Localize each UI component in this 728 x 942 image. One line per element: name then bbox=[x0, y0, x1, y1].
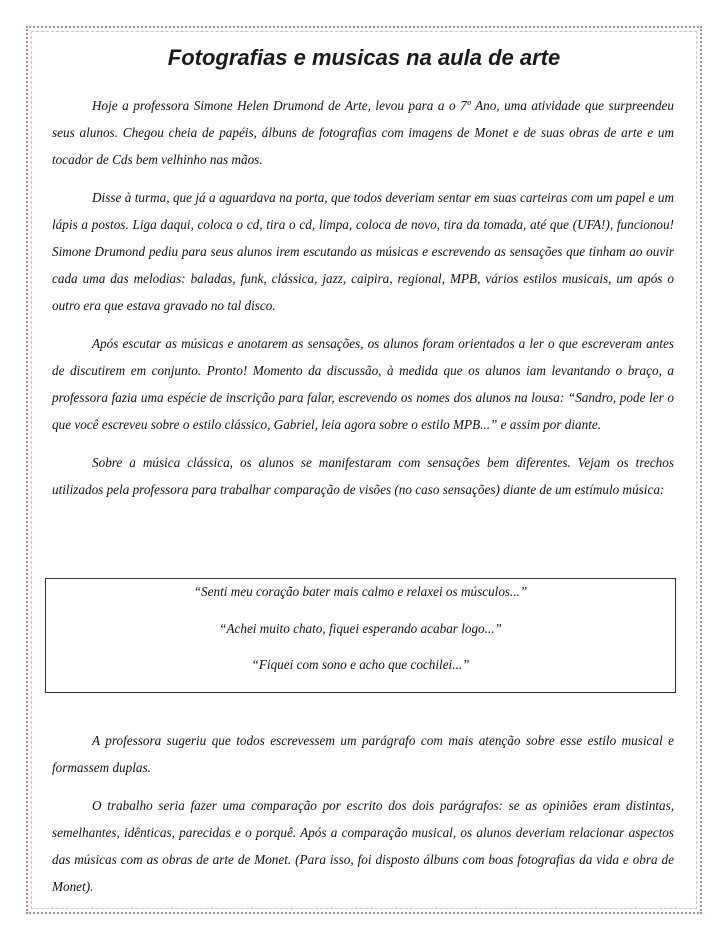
quote: “Achei muito chato, fiquei esperando acabar logo...” bbox=[219, 621, 502, 636]
article-body bbox=[52, 92, 674, 514]
article-body-continued bbox=[52, 727, 674, 911]
paragraph: Após escutar as músicas e anotarem as sensações, os alunos foram orientados a ler o que escreveram antes de discutirem em conjunto. Pronto! Momento da discussão, à medida que os alunos iam levantando o braço, a professora fazia uma espécie de inscrição para falar, escrevendo os nomes dos alunos na lousa: “Sandro, pode ler o que você escreveu sobre o estilo clássico, Gabriel, leia agora sobre o estilo MPB...” e assim por diante. bbox=[52, 336, 674, 432]
quote: “Fiquei com sono e acho que cochilei...” bbox=[251, 657, 470, 672]
paragraph: A professora sugeriu que todos escrevessem um parágrafo com mais atenção sobre esse estilo musical e formassem duplas. bbox=[52, 733, 674, 775]
paragraph: Hoje a professora Simone Helen Drumond de Arte, levou para a o 7º Ano, uma atividade que surpreendeu seus alunos. Chegou cheia de papéis, álbuns de fotografias com imagens de Monet e de suas obras de arte e um tocador de Cds bem velhinho nas mãos. bbox=[52, 98, 674, 167]
paragraph: Disse à turma, que já a aguardava na porta, que todos deveriam sentar em suas carteiras com um papel e um lápis a postos. Liga daqui, coloca o cd, tira o cd, limpa, coloca de novo, tira da tomada, até que (UFA!), funcionou! Simone Drumond pediu para seus alunos irem escutando as músicas e escrevendo as sensações que tinham ao ouvir cada uma das melodias: baladas, funk, clássica, jazz, caipira, regional, MPB, vários estilos musicais, um após o outro era que estava gravado no tal disco. bbox=[52, 190, 674, 313]
paragraph: Sobre a música clássica, os alunos se manifestaram com sensações bem diferentes. Vejam os trechos utilizados pela professora para trabalhar comparação de visões (no caso sensações) diante de um estímulo música: bbox=[52, 455, 674, 497]
quote-box bbox=[45, 578, 676, 693]
page-title: Fotografias e musicas na aula de arte bbox=[167, 45, 561, 70]
paragraph: O trabalho seria fazer uma comparação por escrito dos dois parágrafos: se as opiniões eram distintas, semelhantes, idênticas, parecidas e o porquê. Após a comparação musical, os alunos deveriam relacionar aspectos das músicas com as obras de arte de Monet. (Para isso, foi disposto álbuns com boas fotografias da vida e obra de Monet). bbox=[52, 798, 674, 894]
quote: “Senti meu coração bater mais calmo e relaxei os músculos...” bbox=[193, 584, 528, 599]
